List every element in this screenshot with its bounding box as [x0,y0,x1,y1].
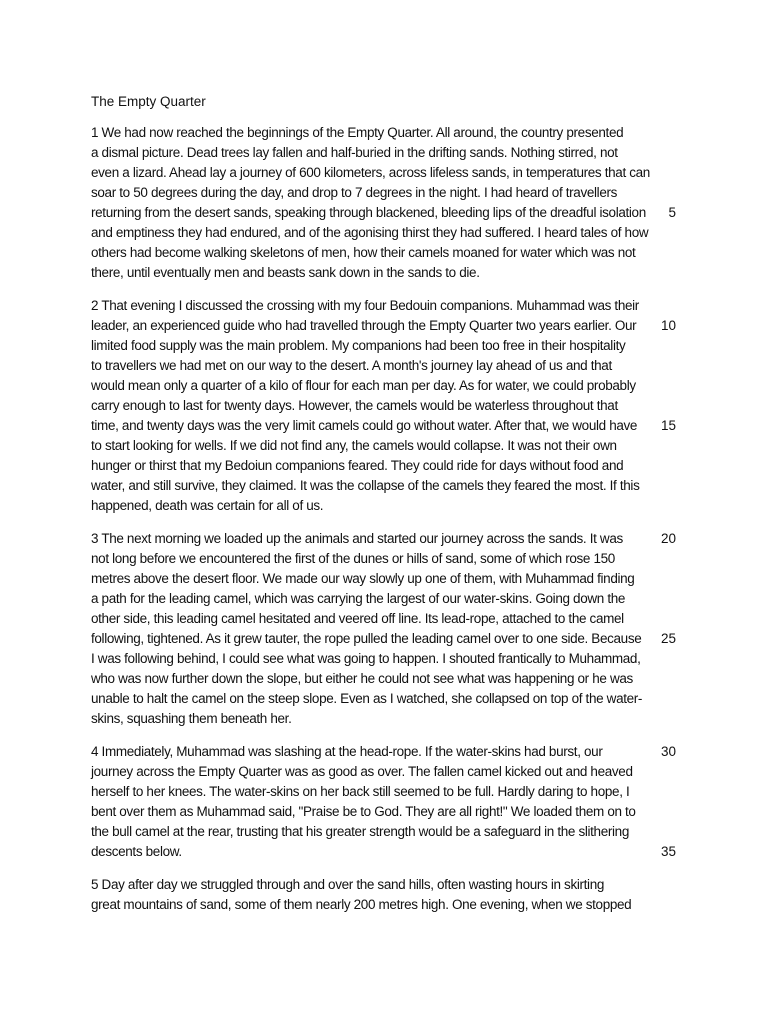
text-line: 4 Immediately, Muhammad was slashing at the head-rope. If the water-skins had burst, our [91,744,603,759]
line-number: 5 [668,205,676,220]
text-line: happened, death was certain for all of us. [91,498,324,513]
text-line: not long before we encountered the first of the dunes or hills of sand, some of which rose 150 [91,551,615,566]
text-line: a path for the leading camel, which was carrying the largest of our water-skins. Going down the [91,591,626,606]
line-number: 20 [660,531,676,546]
text-line: bent over them as Muhammad said, "Praise be to God. They are all right!" We loaded them on to [91,804,636,819]
text-line: great mountains of sand, some of them nearly 200 metres high. One evening, when we stopped [91,897,632,912]
text-line: returning from the desert sands, speaking through blackened, bleeding lips of the dreadful isolation [91,205,646,220]
document-title: The Empty Quarter [91,94,206,109]
text-line: limited food supply was the main problem. My companions had been too free in their hospitality [91,338,626,353]
text-line: hunger or thirst that my Bedoiun companions feared. They could ride for days without food and [91,458,624,473]
text-line: others had become walking skeletons of men, how their camels moaned for water which was not [91,245,636,260]
text-line: descents below. [91,844,182,859]
text-line: 1 We had now reached the beginnings of the Empty Quarter. All around, the country presented [91,125,624,140]
text-line: 3 The next morning we loaded up the animals and started our journey across the sands. It was [91,531,623,546]
text-line: to start looking for wells. If we did not find any, the camels would collapse. It was not their own [91,438,617,453]
text-line: the bull camel at the rear, trusting that his greater strength would be a safeguard in the slithering [91,824,629,839]
text-line: leader, an experienced guide who had travelled through the Empty Quarter two years earlier. Our [91,318,637,333]
text-line: water, and still survive, they claimed. It was the collapse of the camels they feared the most. If this [91,478,640,493]
text-line: metres above the desert floor. We made our way slowly up one of them, with Muhammad finding [91,571,635,586]
text-line: journey across the Empty Quarter was as good as over. The fallen camel kicked out and heaved [91,764,633,779]
text-line: following, tightened. As it grew tauter, the rope pulled the leading camel over to one side. Because [91,631,642,646]
text-line: other side, this leading camel hesitated and veered off line. Its lead-rope, attached to the camel [91,611,624,626]
text-line: unable to halt the camel on the steep slope. Even as I watched, she collapsed on top of the water- [91,691,643,706]
text-line: even a lizard. Ahead lay a journey of 600 kilometers, across lifeless sands, in temperatures that can [91,165,650,180]
text-line: there, until eventually men and beasts sank down in the sands to die. [91,265,480,280]
text-line: soar to 50 degrees during the day, and drop to 7 degrees in the night. I had heard of travellers [91,185,618,200]
text-line: who was now further down the slope, but either he could not see what was happening or he was [91,671,633,686]
text-line: 5 Day after day we struggled through and over the sand hills, often wasting hours in skirting [91,877,605,892]
text-line: a dismal picture. Dead trees lay fallen and half-buried in the drifting sands. Nothing stirred, not [91,145,618,160]
line-number: 10 [660,318,676,333]
text-line: and emptiness they had endured, and of the agonising thirst they had suffered. I heard tales of how [91,225,649,240]
line-number: 30 [660,744,676,759]
text-line: I was following behind, I could see what was going to happen. I shouted frantically to Muhammad, [91,651,641,666]
line-number: 15 [660,418,676,433]
text-line: to travellers we had met on our way to the desert. A month's journey lay ahead of us and that [91,358,612,373]
text-line: time, and twenty days was the very limit camels could go without water. After that, we would have [91,418,638,433]
text-line: would mean only a quarter of a kilo of flour for each man per day. As for water, we could probably [91,378,636,393]
text-line: herself to her knees. The water-skins on her back still seemed to be full. Hardly daring to hope, I [91,784,630,799]
text-line: carry enough to last for twenty days. However, the camels would be waterless throughout that [91,398,618,413]
line-number: 25 [660,631,676,646]
line-number: 35 [660,844,676,859]
text-line: 2 That evening I discussed the crossing with my four Bedouin companions. Muhammad was their [91,298,639,313]
text-line: skins, squashing them beneath her. [91,711,292,726]
